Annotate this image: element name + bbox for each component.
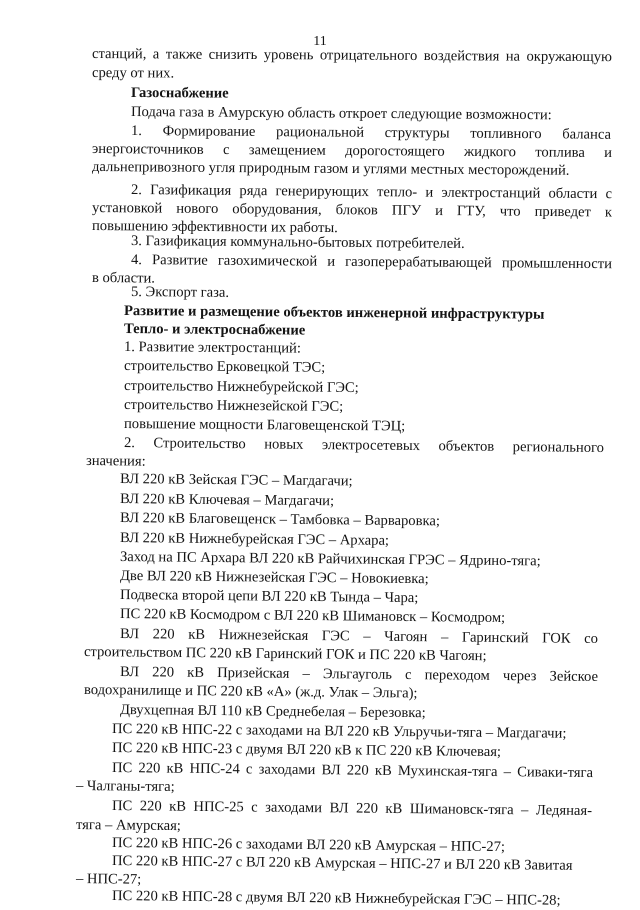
text-line: строительство Нижнебурейской ГЭС; bbox=[123, 378, 359, 397]
text-line: Подача газа в Амурскую область откроет следующие возможности: bbox=[130, 104, 552, 124]
list-item: 1. Развитие электростанций: bbox=[123, 339, 302, 357]
text-line: ПС 220 кВ НПС-23 с двумя ВЛ 220 кВ к ПС 220 кВ Ключевая; bbox=[111, 740, 502, 761]
text-line: ВЛ 220 кВ Ключевая – Магдагачи; bbox=[119, 491, 335, 510]
text-line: ПС 220 кВ НПС-28 с двумя ВЛ 220 кВ Нижнебурейская ГЭС – НПС-28; bbox=[111, 888, 561, 909]
text-line: ВЛ 220 кВ Нижнебурейская ГЭС – Архара; bbox=[119, 530, 390, 549]
text-line: ВЛ 220 кВ Нижнезейская ГЭС – Чагоян – Гаринский ГОК со bbox=[119, 626, 599, 648]
text-line: дальнепривозного угля природным газом и углями местных месторождений. bbox=[91, 159, 570, 179]
section-heading: Газоснабжение bbox=[130, 85, 229, 102]
section-heading: Развитие и размещение объектов инженерной инфраструктуры bbox=[123, 303, 545, 323]
text-line: ВЛ 220 кВ Благовещенск – Тамбовка – Варваровка; bbox=[119, 510, 441, 530]
section-heading: Тепло- и электроснабжение bbox=[123, 321, 306, 339]
text-line: строительство Нижнезейской ГЭС; bbox=[123, 397, 344, 415]
text-line: ПС 220 кВ НПС-25 с заходами ВЛ 220 кВ Шимановск-тяга – Ледяная- bbox=[111, 798, 593, 820]
list-item: 3. Газификация коммунально-бытовых потребителей. bbox=[130, 233, 465, 252]
text-line: строительством ПС 220 кВ Гаринский ГОК и ПС 220 кВ Чагоян; bbox=[83, 644, 487, 665]
list-item: 4. Развитие газохимической и газоперерабатывающей промышленности bbox=[130, 252, 613, 273]
text-line: ПС 220 кВ НПС-26 с заходами ВЛ 220 кВ Амурская – НПС-27; bbox=[111, 835, 506, 856]
text-line: Двухцепная ВЛ 110 кВ Среднебелая – Березовка; bbox=[119, 702, 426, 722]
text-line: Подвеска второй цепи ВЛ 220 кВ Тында – Чара; bbox=[119, 587, 419, 607]
list-item: 1. Формирование рациональной структуры топливного баланса bbox=[130, 123, 612, 143]
page-number: 11 bbox=[313, 34, 327, 49]
text-line: ПС 220 кВ НПС-22 с заходами на ВЛ 220 кВ Ульручьи-тяга – Магдагачи; bbox=[111, 721, 567, 742]
text-line: среду от них. bbox=[91, 65, 175, 82]
text-line: ПС 220 кВ Космодром с ВЛ 220 кВ Шимановск – Космодром; bbox=[119, 606, 506, 627]
text-line: в области. bbox=[91, 270, 156, 287]
text-line: ПС 220 кВ НПС-27 с ВЛ 220 кВ Амурская – НПС-27 и ВЛ 220 кВ Завитая bbox=[111, 853, 573, 874]
text-line: ПС 220 кВ НПС-24 с заходами ВЛ 220 кВ Мухинская-тяга – Сиваки-тяга bbox=[111, 760, 594, 782]
text-line: – Чалганы-тяга; bbox=[75, 778, 175, 796]
text-line: – НПС-27; bbox=[75, 871, 142, 888]
text-line: ВЛ 220 кВ Зейская ГЭС – Магдагачи; bbox=[119, 471, 353, 490]
text-line: Две ВЛ 220 кВ Нижнезейская ГЭС – Новокиевка; bbox=[119, 568, 429, 588]
text-line: энергоисточников с замещением дорогостоящего жидкого топлива и bbox=[91, 141, 613, 162]
text-line: ВЛ 220 кВ Призейская – Эльгауголь с переходом через Зейское bbox=[119, 664, 599, 686]
text-line: повышению эффективности их работы. bbox=[91, 218, 338, 237]
text-line: станций, а также снизить уровень отрицательного воздействия на окружающую bbox=[91, 46, 613, 66]
text-line: тяга – Амурская; bbox=[75, 817, 181, 835]
text-line: водохранилище и ПС 220 кВ «А» (ж.д. Улак – Эльга); bbox=[83, 682, 418, 702]
text-line: установкой нового оборудования, блоков ПГУ и ГТУ, что приведет к bbox=[91, 200, 613, 221]
text-line: значения: bbox=[85, 453, 146, 470]
text-line: строительство Ерковецкой ТЭС; bbox=[123, 358, 326, 376]
list-item: 5. Экспорт газа. bbox=[130, 284, 230, 301]
list-item: 2. Газификация ряда генерирующих тепло- и электростанций области с bbox=[130, 182, 613, 203]
list-item: 2. Строительство новых электросетевых объектов регионального bbox=[123, 435, 605, 457]
text-line: Заход на ПС Архара ВЛ 220 кВ Райчихинская ГРЭС – Ядрино-тяга; bbox=[119, 549, 541, 570]
text-line: повышение мощности Благовещенской ТЭЦ; bbox=[123, 416, 406, 435]
